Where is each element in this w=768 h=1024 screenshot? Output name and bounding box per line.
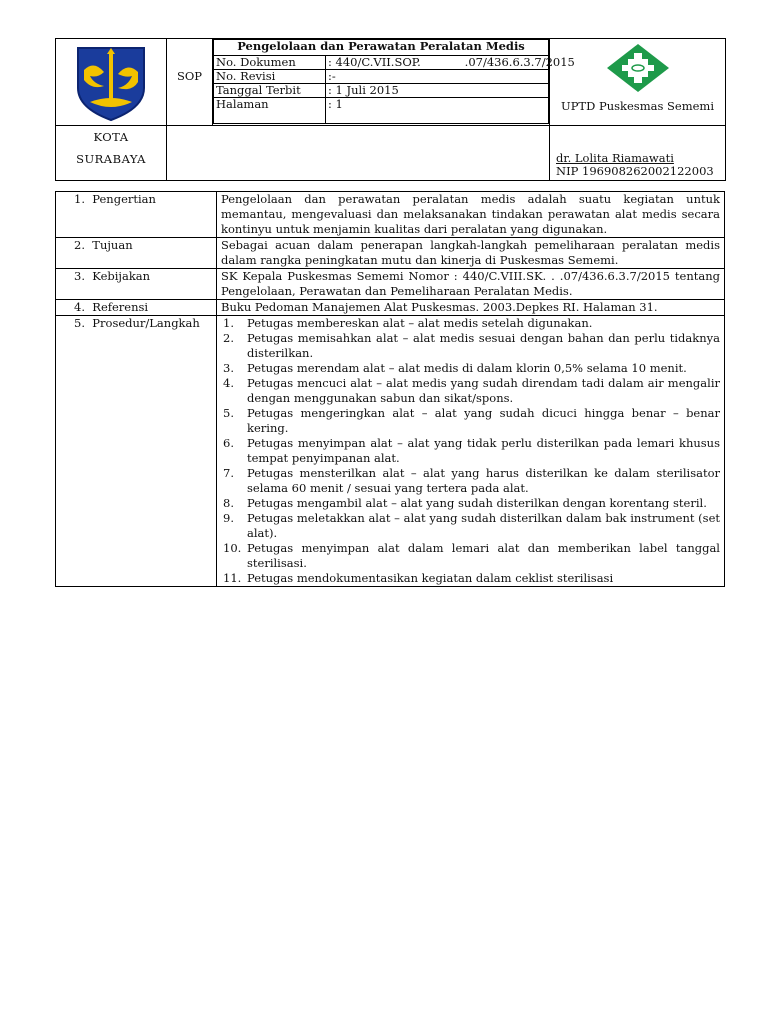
table-row	[56, 300, 725, 316]
org-cell	[550, 39, 726, 126]
field-label: No. Dokumen	[214, 56, 326, 70]
section-label: 1. Pengertian	[56, 192, 217, 238]
section-label: 2. Tujuan	[56, 238, 217, 269]
field-value: :-	[326, 70, 549, 84]
header-table	[55, 38, 726, 181]
document-title: Pengelolaan dan Perawatan Peralatan Medis	[214, 40, 549, 56]
list-item: 7. Petugas mensterilkan alat – alat yang harus disterilkan ke dalam sterilisator selama 60 menit / sesuai yang tertera pada alat.	[223, 466, 720, 495]
signer-name: dr. Lolita Riamawati	[556, 151, 674, 165]
field-value: : 1 Juli 2015	[326, 84, 549, 98]
surabaya-emblem-icon	[70, 42, 152, 122]
list-item: 4. Petugas mencuci alat – alat medis yang sudah direndam tadi dalam air mengalir dengan menggunakan sabun dan sikat/spons.	[223, 376, 720, 405]
table-row	[56, 192, 725, 238]
procedure-cell	[217, 316, 725, 587]
section-label: 5. Prosedur/Langkah	[56, 316, 217, 587]
field-label: No. Revisi	[214, 70, 326, 84]
section-text: Sebagai acuan dalam penerapan langkah-langkah pemeliharaan peralatan medis dalam rangka peningkatan mutu dan kinerja di Puskesmas Sememi.	[217, 238, 725, 269]
list-item: 5. Petugas mengeringkan alat – alat yang sudah dicuci hingga benar – benar kering.	[223, 406, 720, 435]
list-item: 9. Petugas meletakkan alat – alat yang sudah disterilkan dalam bak instrument (set alat).	[223, 511, 720, 540]
city-name-cell	[56, 126, 167, 181]
content-table	[55, 191, 725, 587]
procedure-list	[221, 316, 720, 586]
list-item: 1. Petugas membereskan alat – alat medis setelah digunakan.	[223, 316, 593, 330]
section-text: Buku Pedoman Manajemen Alat Puskesmas. 2003.Depkes RI. Halaman 31.	[217, 300, 725, 316]
field-label: Halaman	[214, 98, 326, 124]
field-value: : 1	[326, 98, 549, 124]
list-item: 3. Petugas merendam alat – alat medis di dalam klorin 0,5% selama 10 menit.	[223, 361, 687, 375]
meta-cell	[213, 39, 575, 126]
city-logo-cell	[56, 39, 167, 126]
table-row	[56, 316, 725, 587]
field-label: Tanggal Terbit	[214, 84, 326, 98]
list-item: 8. Petugas mengambil alat – alat yang sudah disterilkan dengan korentang steril.	[223, 496, 707, 510]
empty-cell	[167, 126, 550, 181]
section-text: Pengelolaan dan perawatan peralatan medis adalah suatu kegiatan untuk memantau, mengevaluasi dan melaksanakan tindakan perawatan alat medis secara kontinyu untuk menjamin kualitas dari peralatan yang digunakan.	[217, 192, 725, 238]
list-item: 10. Petugas menyimpan alat dalam lemari alat dan memberikan label tanggal sterilisasi.	[223, 541, 720, 570]
table-row	[56, 238, 725, 269]
table-row	[56, 269, 725, 300]
signer-cell	[550, 126, 726, 181]
org-name: UPTD Puskesmas Sememi	[561, 99, 714, 113]
section-label: 3. Kebijakan	[56, 269, 217, 300]
meta-table	[213, 39, 575, 124]
sop-label: SOP	[167, 39, 213, 126]
signer-nip: NIP 196908262002122003	[556, 164, 714, 178]
section-label: 4. Referensi	[56, 300, 217, 316]
city-name-line2: SURABAYA	[76, 152, 146, 166]
field-value: : 440/C.VII.SOP. .07/436.6.3.7/2015	[326, 56, 549, 70]
city-name-line1: KOTA	[93, 130, 129, 144]
section-text: SK Kepala Puskesmas Sememi Nomor : 440/C.VIII.SK. . .07/436.6.3.7/2015 tentang Pengelolaan, Perawatan dan Pemeliharaan Peralatan Medis.	[217, 269, 725, 300]
puskesmas-logo-icon	[606, 43, 670, 93]
list-item: 11. Petugas mendokumentasikan kegiatan dalam ceklist sterilisasi	[223, 571, 614, 585]
list-item: 6. Petugas menyimpan alat – alat yang tidak perlu disterilkan pada lemari khusus tempat penyimpanan alat.	[223, 436, 720, 465]
list-item: 2. Petugas memisahkan alat – alat medis sesuai dengan bahan dan perlu tidaknya disterilkan.	[223, 331, 720, 360]
